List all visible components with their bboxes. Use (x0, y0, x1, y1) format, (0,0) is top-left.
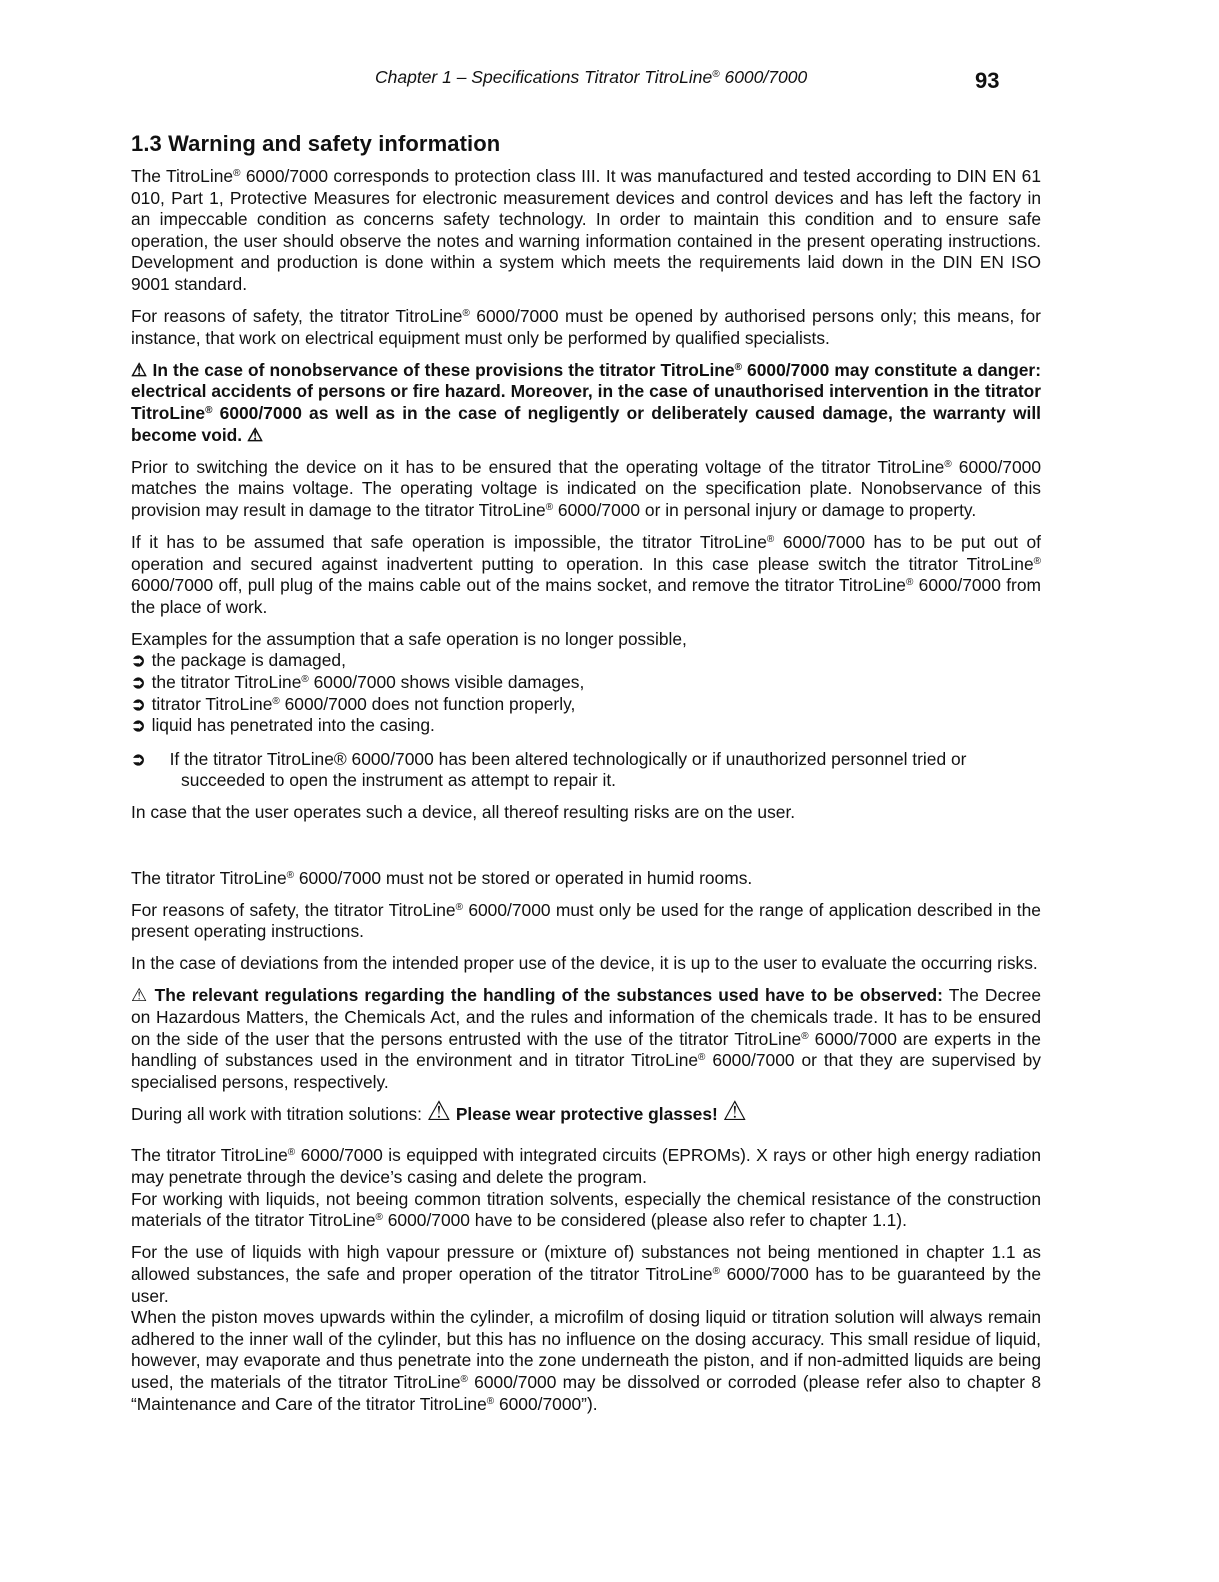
warning-icon: ⚠ (131, 359, 148, 380)
arrow-icon: ➲ (131, 715, 146, 736)
examples-list (131, 650, 1041, 736)
paragraph-humid-rooms: The titrator TitroLine® 6000/7000 must not be stored or operated in humid rooms. (131, 867, 753, 888)
warning-icon: ⚠ (131, 985, 149, 1006)
paragraph-regulations: ⚠ The relevant regulations regarding the handling of the substances used have to be observed: The Decree on Hazardous Matters, the Chemicals Act, and the rules and information of the chemicals trade. It has to be ensured on the side of the user that the persons entrusted with the use of the titrator TitroLine® 6000/7000 are experts in the handling of substances used in the environment and in titrator TitroLine® 6000/7000 or that they are supervised by specialised persons, respectively. (131, 985, 1041, 1092)
paragraph-piston-microfilm: When the piston moves upwards within the cylinder, a microfilm of dosing liquid or titration solution will always remain adhered to the inner wall of the cylinder, but this has no influence on the dosing accuracy. This small residue of liquid, however, may evaporate and thus penetrate into the zone underneath the piston, and if non-admitted liquids are being used, the materials of the titrator TitroLine® 6000/7000 may be dissolved or corroded (please refer also to chapter 8 “Maintenance and Care of the titrator TitroLine® 6000/7000”). (131, 1307, 1041, 1414)
section-heading: 1.3 Warning and safety information (131, 131, 501, 156)
list-item: ➲ the titrator TitroLine® 6000/7000 shows visible damages, (131, 671, 585, 692)
arrow-icon: ➲ (131, 671, 146, 692)
section-body (131, 166, 1041, 1426)
paragraph-authorised-persons: For reasons of safety, the titrator TitroLine® 6000/7000 must be opened by authorised persons only; this means, for instance, that work on electrical equipment must only be performed by qualified specialists. (131, 306, 1041, 348)
examples-intro: Examples for the assumption that a safe operation is no longer possible, (131, 628, 687, 649)
page-number: 93 (975, 68, 1000, 93)
paragraph-chemical-resistance: For working with liquids, not beeing common titration solvents, especially the chemical resistance of the construction materials of the titrator TitroLine® 6000/7000 have to be considered (please also refer to chapter 1.1). (131, 1188, 1041, 1231)
paragraph-user-risks: In case that the user operates such a device, all thereof resulting risks are on the user. (131, 802, 796, 823)
paragraph-protective-glasses: During all work with titration solutions: ⚠ Please wear protective glasses! ⚠ (131, 1095, 747, 1126)
arrow-icon: ➲ (131, 748, 146, 769)
warning-icon: ⚠ (246, 424, 264, 445)
warning-icon: ⚠ (722, 1095, 747, 1126)
list-item: ➲ titrator TitroLine® 6000/7000 does not function properly, (131, 693, 576, 714)
arrow-icon: ➲ (131, 693, 146, 714)
header-title: Chapter 1 – Specifications Titrator TitroLine® 6000/7000 (375, 67, 808, 87)
warning-icon: ⚠ (426, 1095, 451, 1126)
paragraph-range-of-application: For reasons of safety, the titrator TitroLine® 6000/7000 must only be used for the range of application described in the present operating instructions. (131, 899, 1041, 942)
paragraph-vapour-pressure: For the use of liquids with high vapour pressure or (mixture of) substances not being mentioned in chapter 1.1 as allowed substances, the safe and proper operation of the titrator TitroLine® 6000/7000 has to be guaranteed by the user. (131, 1242, 1041, 1306)
arrow-icon: ➲ (131, 650, 146, 671)
paragraph-safe-operation: If it has to be assumed that safe operation is impossible, the titrator TitroLine® 6000/7000 has to be put out of operation and secured against inadvertent putting to operation. In this case please switch the titrator TitroLine® 6000/7000 off, pull plug of the mains cable out of the mains socket, and remove the titrator TitroLine® 6000/7000 from the place of work. (131, 531, 1041, 617)
paragraph-warranty-warning: ⚠ In the case of nonobservance of these provisions the titrator TitroLine® 6000/7000 may constitute a danger: electrical accidents of persons or fire hazard. Moreover, in the case of unauthorised intervention in the titrator TitroLine® 6000/7000 as well as in the case of negligently or deliberately caused damage, the warranty will become void. ⚠ (131, 359, 1041, 445)
page-header (131, 64, 1041, 94)
paragraph-deviations: In the case of deviations from the intended proper use of the device, it is up to the user to evaluate the occurring risks. (131, 953, 1038, 974)
list-item: ➲ the package is damaged, (131, 650, 346, 671)
paragraph-eproms: The titrator TitroLine® 6000/7000 is equipped with integrated circuits (EPROMs). X rays or other high energy radiation may penetrate through the device’s casing and delete the program. (131, 1145, 1041, 1188)
paragraph-altered-device: ➲ If the titrator TitroLine® 6000/7000 has been altered technologically or if unauthorized personnel tried or succeeded to open the instrument as attempt to repair it. (131, 748, 967, 791)
list-item: ➲ liquid has penetrated into the casing. (131, 715, 435, 736)
paragraph-operating-voltage: Prior to switching the device on it has to be ensured that the operating voltage of the titrator TitroLine® 6000/7000 matches the mains voltage. The operating voltage is indicated on the specification plate. Nonobservance of this provision may result in damage to the titrator TitroLine® 6000/7000 or in personal injury or damage to property. (131, 456, 1041, 520)
paragraph-protection-class: The TitroLine® 6000/7000 corresponds to protection class III. It was manufactured and tested according to DIN EN 61 010, Part 1, Protective Measures for electronic measurement devices and control devices and has left the factory in an impeccable condition as concerns safety technology. In order to maintain this condition and to ensure safe operation, the user should observe the notes and warning information contained in the present operating instructions. Development and production is done within a system which meets the requirements laid down in the DIN EN ISO 9001 standard. (131, 166, 1042, 294)
